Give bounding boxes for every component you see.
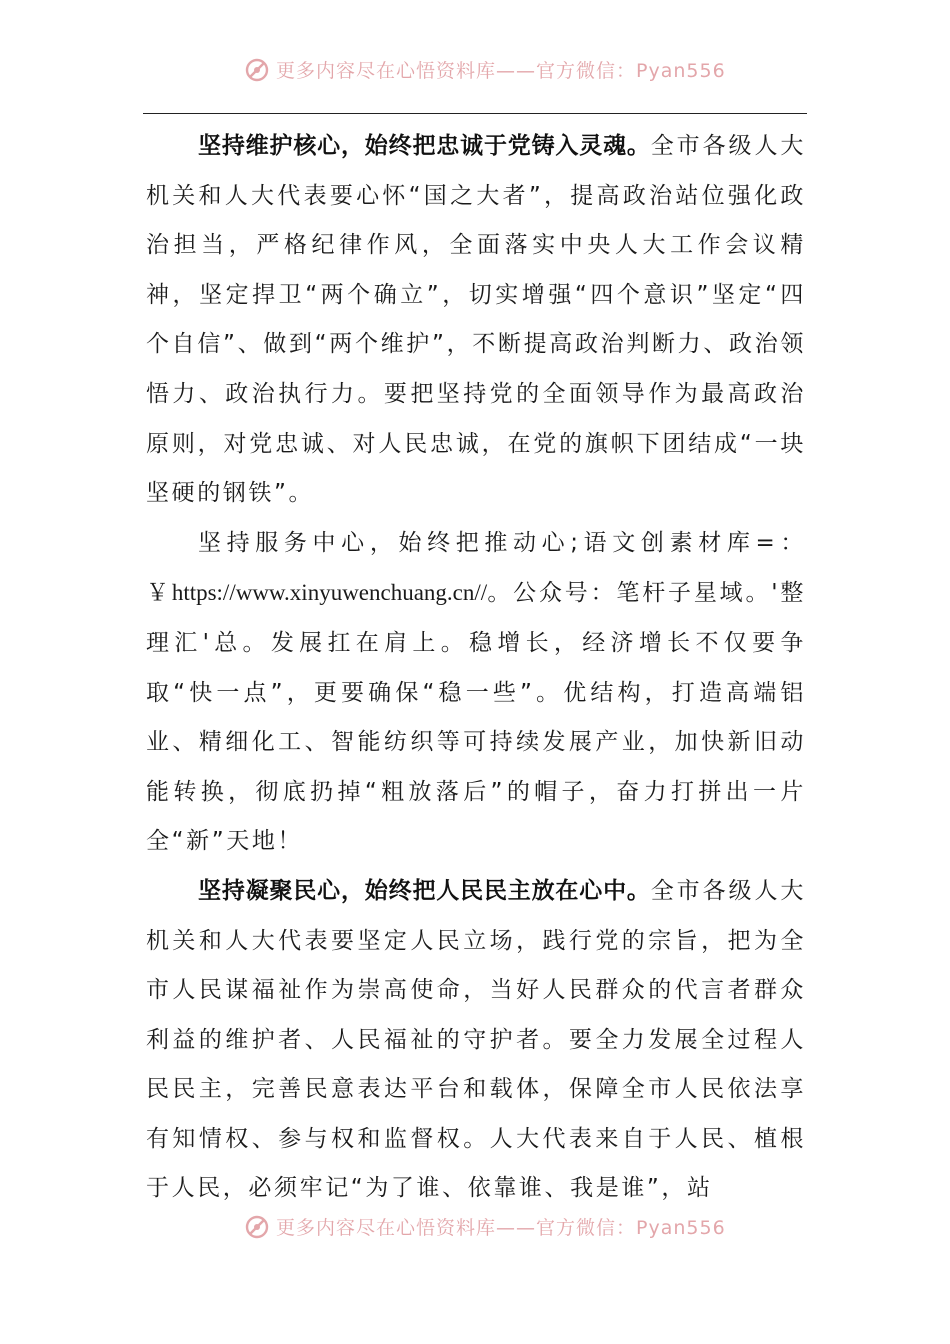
paragraph-1-lead: 坚持维护核心，始终把忠诚于党铸入灵魂。 — [198, 133, 651, 159]
watermark-logo-icon — [244, 1214, 270, 1240]
header-watermark — [0, 55, 950, 85]
paragraph-1 — [146, 122, 806, 519]
document-body — [146, 122, 806, 1214]
paragraph-2-url: https://www.xinyuwenchuang.cn// — [171, 580, 488, 606]
paragraph-3-lead: 坚持凝聚民心，始终把人民民主放在心中。 — [198, 877, 651, 904]
paragraph-3-body: 全市各级人大机关和人大代表要坚定人民立场，践行党的宗旨，把为全市人民谋福祉作为崇高使命，当好人民群众的代言者群众利益的维护者、人民福祉的守护者。要全力发展全过程人民民主，完善民意表达平台和载体，保障全市人民依法享有知情权、参与权和监督权。人大代表来自于人民、植根于人民，必须牢记“为了谁、依靠谁、我是谁”，站 — [146, 877, 806, 1202]
watermark-text: 更多内容尽在心悟资料库——官方微信：Pyan556 — [276, 60, 726, 82]
watermark-logo-icon — [244, 57, 270, 83]
paragraph-2 — [146, 519, 806, 867]
watermark-text: 更多内容尽在心悟资料库——官方微信：Pyan556 — [276, 1217, 726, 1239]
footer-watermark — [0, 1210, 950, 1240]
header-divider — [143, 113, 807, 114]
paragraph-1-body: 全市各级人大机关和人大代表要心怀“国之大者”，提高政治站位强化政治担当，严格纪律作风，全面落实中央人大工作会议精神，坚定捍卫“两个确立”，切实增强“四个意识”坚定“四个自信”、做到“两个维护”，不断提高政治判断力、政治领悟力、政治执行力。要把坚持党的全面领导作为最高政治原则，对党忠诚、对人民忠诚，在党的旗帜下团结成“一块坚硬的钢铁”。 — [146, 133, 806, 507]
paragraph-2-body-start: 坚持服务中心，始终把推动心;语文创素材库=：￥ — [146, 529, 806, 607]
paragraph-3 — [146, 867, 806, 1214]
paragraph-2-body-end: 。公众号：笔杆子星域。'整理汇'总。发展扛在肩上。稳增长，经济增长不仅要争取“快一点”，更要确保“稳一些”。优结构，打造高端铝业、精细化工、智能纺织等可持续发展产业，加快新旧动能转换，彻底扔掉“粗放落后”的帽子，奋力打拼出一片全“新”天地！ — [146, 580, 806, 855]
